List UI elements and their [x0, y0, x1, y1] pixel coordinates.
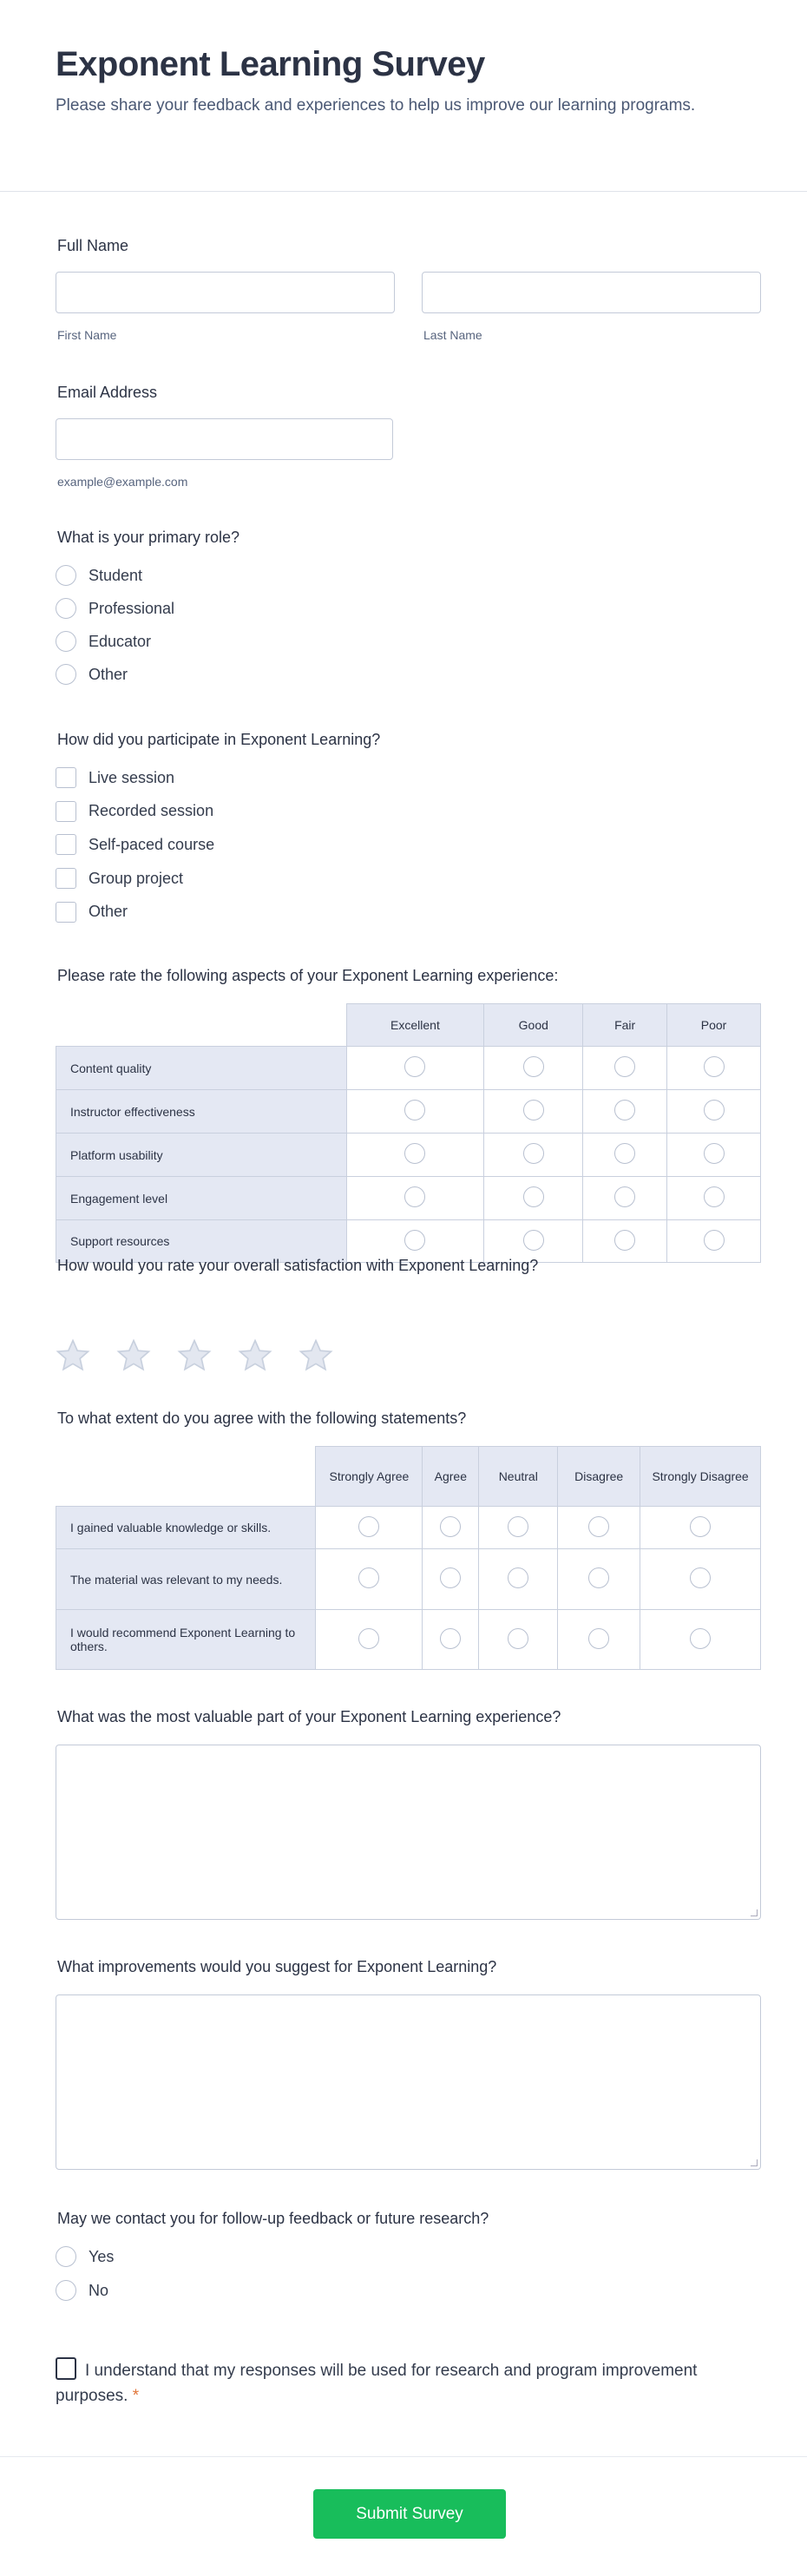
- last-name-input[interactable]: [422, 272, 761, 313]
- matrix-row-label: Instructor effectiveness: [56, 1090, 347, 1134]
- radio-button[interactable]: [523, 1186, 544, 1207]
- full-name-label: Full Name: [57, 237, 129, 254]
- radio-button[interactable]: [704, 1143, 725, 1164]
- matrix-corner: [56, 1004, 347, 1047]
- star-icon[interactable]: [56, 1338, 90, 1373]
- radio-button[interactable]: [690, 1567, 711, 1588]
- radio-button[interactable]: [508, 1567, 528, 1588]
- option-label: Educator: [89, 632, 152, 650]
- matrix-cell[interactable]: [484, 1047, 583, 1090]
- radio-button[interactable]: [56, 664, 76, 685]
- matrix-row-label: Engagement level: [56, 1177, 347, 1220]
- radio-button[interactable]: [614, 1143, 635, 1164]
- radio-button[interactable]: [56, 2280, 76, 2301]
- radio-button[interactable]: [614, 1186, 635, 1207]
- matrix-column-header: Agree: [423, 1447, 479, 1507]
- participation-label: How did you participate in Exponent Learning?: [57, 731, 381, 748]
- matrix-cell[interactable]: [667, 1047, 761, 1090]
- matrix-row: [56, 1610, 761, 1670]
- radio-button[interactable]: [523, 1230, 544, 1251]
- participation-option[interactable]: [56, 868, 183, 889]
- radio-button[interactable]: [56, 598, 76, 619]
- matrix-row: [56, 1549, 761, 1610]
- radio-button[interactable]: [404, 1056, 425, 1077]
- page-title: Exponent Learning Survey: [56, 45, 485, 83]
- page-description: Please share your feedback and experiences to help us improve our learning programs.: [56, 96, 696, 115]
- radio-button[interactable]: [404, 1230, 425, 1251]
- role-option[interactable]: [56, 631, 151, 652]
- matrix-cell[interactable]: [583, 1134, 667, 1177]
- matrix-cell[interactable]: [316, 1549, 423, 1610]
- matrix-cell[interactable]: [346, 1134, 484, 1177]
- radio-button[interactable]: [404, 1100, 425, 1120]
- option-label: Recorded session: [89, 802, 214, 820]
- radio-button[interactable]: [404, 1143, 425, 1164]
- submit-button[interactable]: Submit Survey: [313, 2489, 506, 2539]
- matrix-cell[interactable]: [583, 1220, 667, 1263]
- matrix-column-header: Fair: [583, 1004, 667, 1047]
- radio-button[interactable]: [614, 1100, 635, 1120]
- radio-button[interactable]: [404, 1186, 425, 1207]
- matrix-row-label: Platform usability: [56, 1134, 347, 1177]
- matrix-cell[interactable]: [583, 1047, 667, 1090]
- radio-button[interactable]: [690, 1628, 711, 1649]
- matrix-cell[interactable]: [316, 1507, 423, 1549]
- option-label: Yes: [89, 2247, 115, 2265]
- radio-button[interactable]: [704, 1100, 725, 1120]
- role-label: What is your primary role?: [57, 529, 240, 546]
- matrix-cell[interactable]: [423, 1549, 479, 1610]
- matrix-cell[interactable]: [640, 1549, 761, 1610]
- star-rating: [56, 1338, 333, 1373]
- radio-button[interactable]: [440, 1628, 461, 1649]
- star-icon[interactable]: [177, 1338, 212, 1373]
- radio-button[interactable]: [588, 1628, 609, 1649]
- checkbox[interactable]: [56, 834, 76, 855]
- role-option[interactable]: [56, 565, 142, 586]
- first-name-sublabel: First Name: [57, 328, 117, 342]
- rating-matrix: [56, 1003, 761, 1263]
- matrix-column-header: Poor: [667, 1004, 761, 1047]
- improvements-textarea[interactable]: [56, 1994, 761, 2170]
- radio-button[interactable]: [690, 1516, 711, 1537]
- matrix-cell[interactable]: [558, 1549, 640, 1610]
- valuable-textarea[interactable]: [56, 1745, 761, 1920]
- matrix-row-label: The material was relevant to my needs.: [56, 1549, 316, 1610]
- matrix-cell[interactable]: [558, 1507, 640, 1549]
- matrix-cell[interactable]: [479, 1549, 558, 1610]
- matrix-cell[interactable]: [667, 1220, 761, 1263]
- agreement-matrix-label: To what extent do you agree with the following statements?: [57, 1410, 467, 1427]
- radio-button[interactable]: [508, 1628, 528, 1649]
- matrix-cell[interactable]: [583, 1090, 667, 1134]
- matrix-cell[interactable]: [346, 1090, 484, 1134]
- first-name-input[interactable]: [56, 272, 395, 313]
- resize-handle-icon[interactable]: [751, 2159, 758, 2166]
- matrix-cell[interactable]: [484, 1177, 583, 1220]
- participation-option[interactable]: [56, 767, 174, 788]
- matrix-row-label: I gained valuable knowledge or skills.: [56, 1507, 316, 1549]
- participation-option[interactable]: [56, 801, 213, 822]
- email-label: Email Address: [57, 384, 158, 401]
- matrix-column-header: Good: [484, 1004, 583, 1047]
- radio-button[interactable]: [523, 1100, 544, 1120]
- matrix-cell[interactable]: [479, 1610, 558, 1670]
- rating-matrix-label: Please rate the following aspects of your Exponent Learning experience:: [57, 967, 559, 984]
- matrix-cell[interactable]: [423, 1507, 479, 1549]
- radio-button[interactable]: [440, 1516, 461, 1537]
- matrix-cell[interactable]: [667, 1090, 761, 1134]
- matrix-cell[interactable]: [346, 1177, 484, 1220]
- matrix-row-label: Content quality: [56, 1047, 347, 1090]
- valuable-label: What was the most valuable part of your Exponent Learning experience?: [57, 1708, 561, 1725]
- resize-handle-icon[interactable]: [751, 1909, 758, 1916]
- consent-text: I understand that my responses will be used for research and program improvement purposes.: [56, 2362, 698, 2405]
- radio-button[interactable]: [508, 1516, 528, 1537]
- matrix-row: [56, 1177, 761, 1220]
- option-label: Student: [89, 566, 143, 584]
- matrix-cell[interactable]: [667, 1177, 761, 1220]
- radio-button[interactable]: [704, 1230, 725, 1251]
- matrix-cell[interactable]: [667, 1134, 761, 1177]
- email-sublabel: example@example.com: [57, 475, 188, 489]
- role-option[interactable]: [56, 664, 128, 685]
- option-label: Live session: [89, 768, 175, 786]
- matrix-cell[interactable]: [316, 1610, 423, 1670]
- checkbox[interactable]: [56, 801, 76, 822]
- participation-option[interactable]: [56, 902, 128, 923]
- header-divider: [0, 191, 807, 192]
- agreement-matrix: [56, 1446, 761, 1670]
- star-icon[interactable]: [299, 1338, 333, 1373]
- required-mark: *: [132, 2387, 140, 2405]
- consent-checkbox[interactable]: [56, 2357, 76, 2380]
- participation-option[interactable]: [56, 834, 214, 855]
- checkbox[interactable]: [56, 902, 76, 923]
- radio-button[interactable]: [56, 2246, 76, 2267]
- radio-button[interactable]: [614, 1056, 635, 1077]
- star-icon[interactable]: [116, 1338, 151, 1373]
- radio-button[interactable]: [704, 1186, 725, 1207]
- matrix-cell[interactable]: [346, 1047, 484, 1090]
- matrix-cell[interactable]: [583, 1177, 667, 1220]
- star-icon[interactable]: [238, 1338, 272, 1373]
- matrix-column-header: Strongly Agree: [316, 1447, 423, 1507]
- radio-button[interactable]: [358, 1628, 379, 1649]
- contact-option[interactable]: [56, 2280, 108, 2301]
- radio-button[interactable]: [523, 1056, 544, 1077]
- option-label: No: [89, 2281, 109, 2299]
- consent-field: [56, 2357, 698, 2408]
- matrix-cell[interactable]: [558, 1610, 640, 1670]
- matrix-column-header: Disagree: [558, 1447, 640, 1507]
- matrix-row: [56, 1134, 761, 1177]
- radio-button[interactable]: [358, 1567, 379, 1588]
- radio-button[interactable]: [614, 1230, 635, 1251]
- matrix-cell[interactable]: [479, 1507, 558, 1549]
- contact-label: May we contact you for follow-up feedback or future research?: [57, 2210, 489, 2227]
- matrix-row-label: Support resources: [56, 1220, 347, 1263]
- option-label: Other: [89, 903, 128, 921]
- matrix-column-header: Neutral: [479, 1447, 558, 1507]
- radio-button[interactable]: [56, 631, 76, 652]
- radio-button[interactable]: [704, 1056, 725, 1077]
- matrix-cell[interactable]: [484, 1090, 583, 1134]
- radio-button[interactable]: [440, 1567, 461, 1588]
- radio-button[interactable]: [588, 1567, 609, 1588]
- matrix-column-header: Strongly Disagree: [640, 1447, 761, 1507]
- matrix-cell[interactable]: [640, 1507, 761, 1549]
- improvements-label: What improvements would you suggest for Exponent Learning?: [57, 1958, 497, 1975]
- matrix-row-label: I would recommend Exponent Learning to others.: [56, 1610, 316, 1670]
- matrix-column-header: Excellent: [346, 1004, 484, 1047]
- footer-divider: [0, 2456, 807, 2457]
- radio-button[interactable]: [358, 1516, 379, 1537]
- matrix-row: [56, 1047, 761, 1090]
- matrix-corner: [56, 1447, 316, 1507]
- matrix-row: [56, 1090, 761, 1134]
- checkbox[interactable]: [56, 868, 76, 889]
- radio-button[interactable]: [56, 565, 76, 586]
- option-label: Other: [89, 665, 128, 683]
- matrix-row: [56, 1507, 761, 1549]
- email-input[interactable]: [56, 418, 393, 460]
- last-name-sublabel: Last Name: [423, 328, 482, 342]
- radio-button[interactable]: [523, 1143, 544, 1164]
- option-label: Group project: [89, 869, 184, 887]
- matrix-cell[interactable]: [484, 1134, 583, 1177]
- role-option[interactable]: [56, 598, 174, 619]
- matrix-cell[interactable]: [640, 1610, 761, 1670]
- option-label: Professional: [89, 599, 175, 617]
- checkbox[interactable]: [56, 767, 76, 788]
- contact-option[interactable]: [56, 2246, 114, 2267]
- radio-button[interactable]: [588, 1516, 609, 1537]
- option-label: Self-paced course: [89, 835, 215, 853]
- satisfaction-label: How would you rate your overall satisfaction with Exponent Learning?: [57, 1257, 539, 1274]
- matrix-cell[interactable]: [423, 1610, 479, 1670]
